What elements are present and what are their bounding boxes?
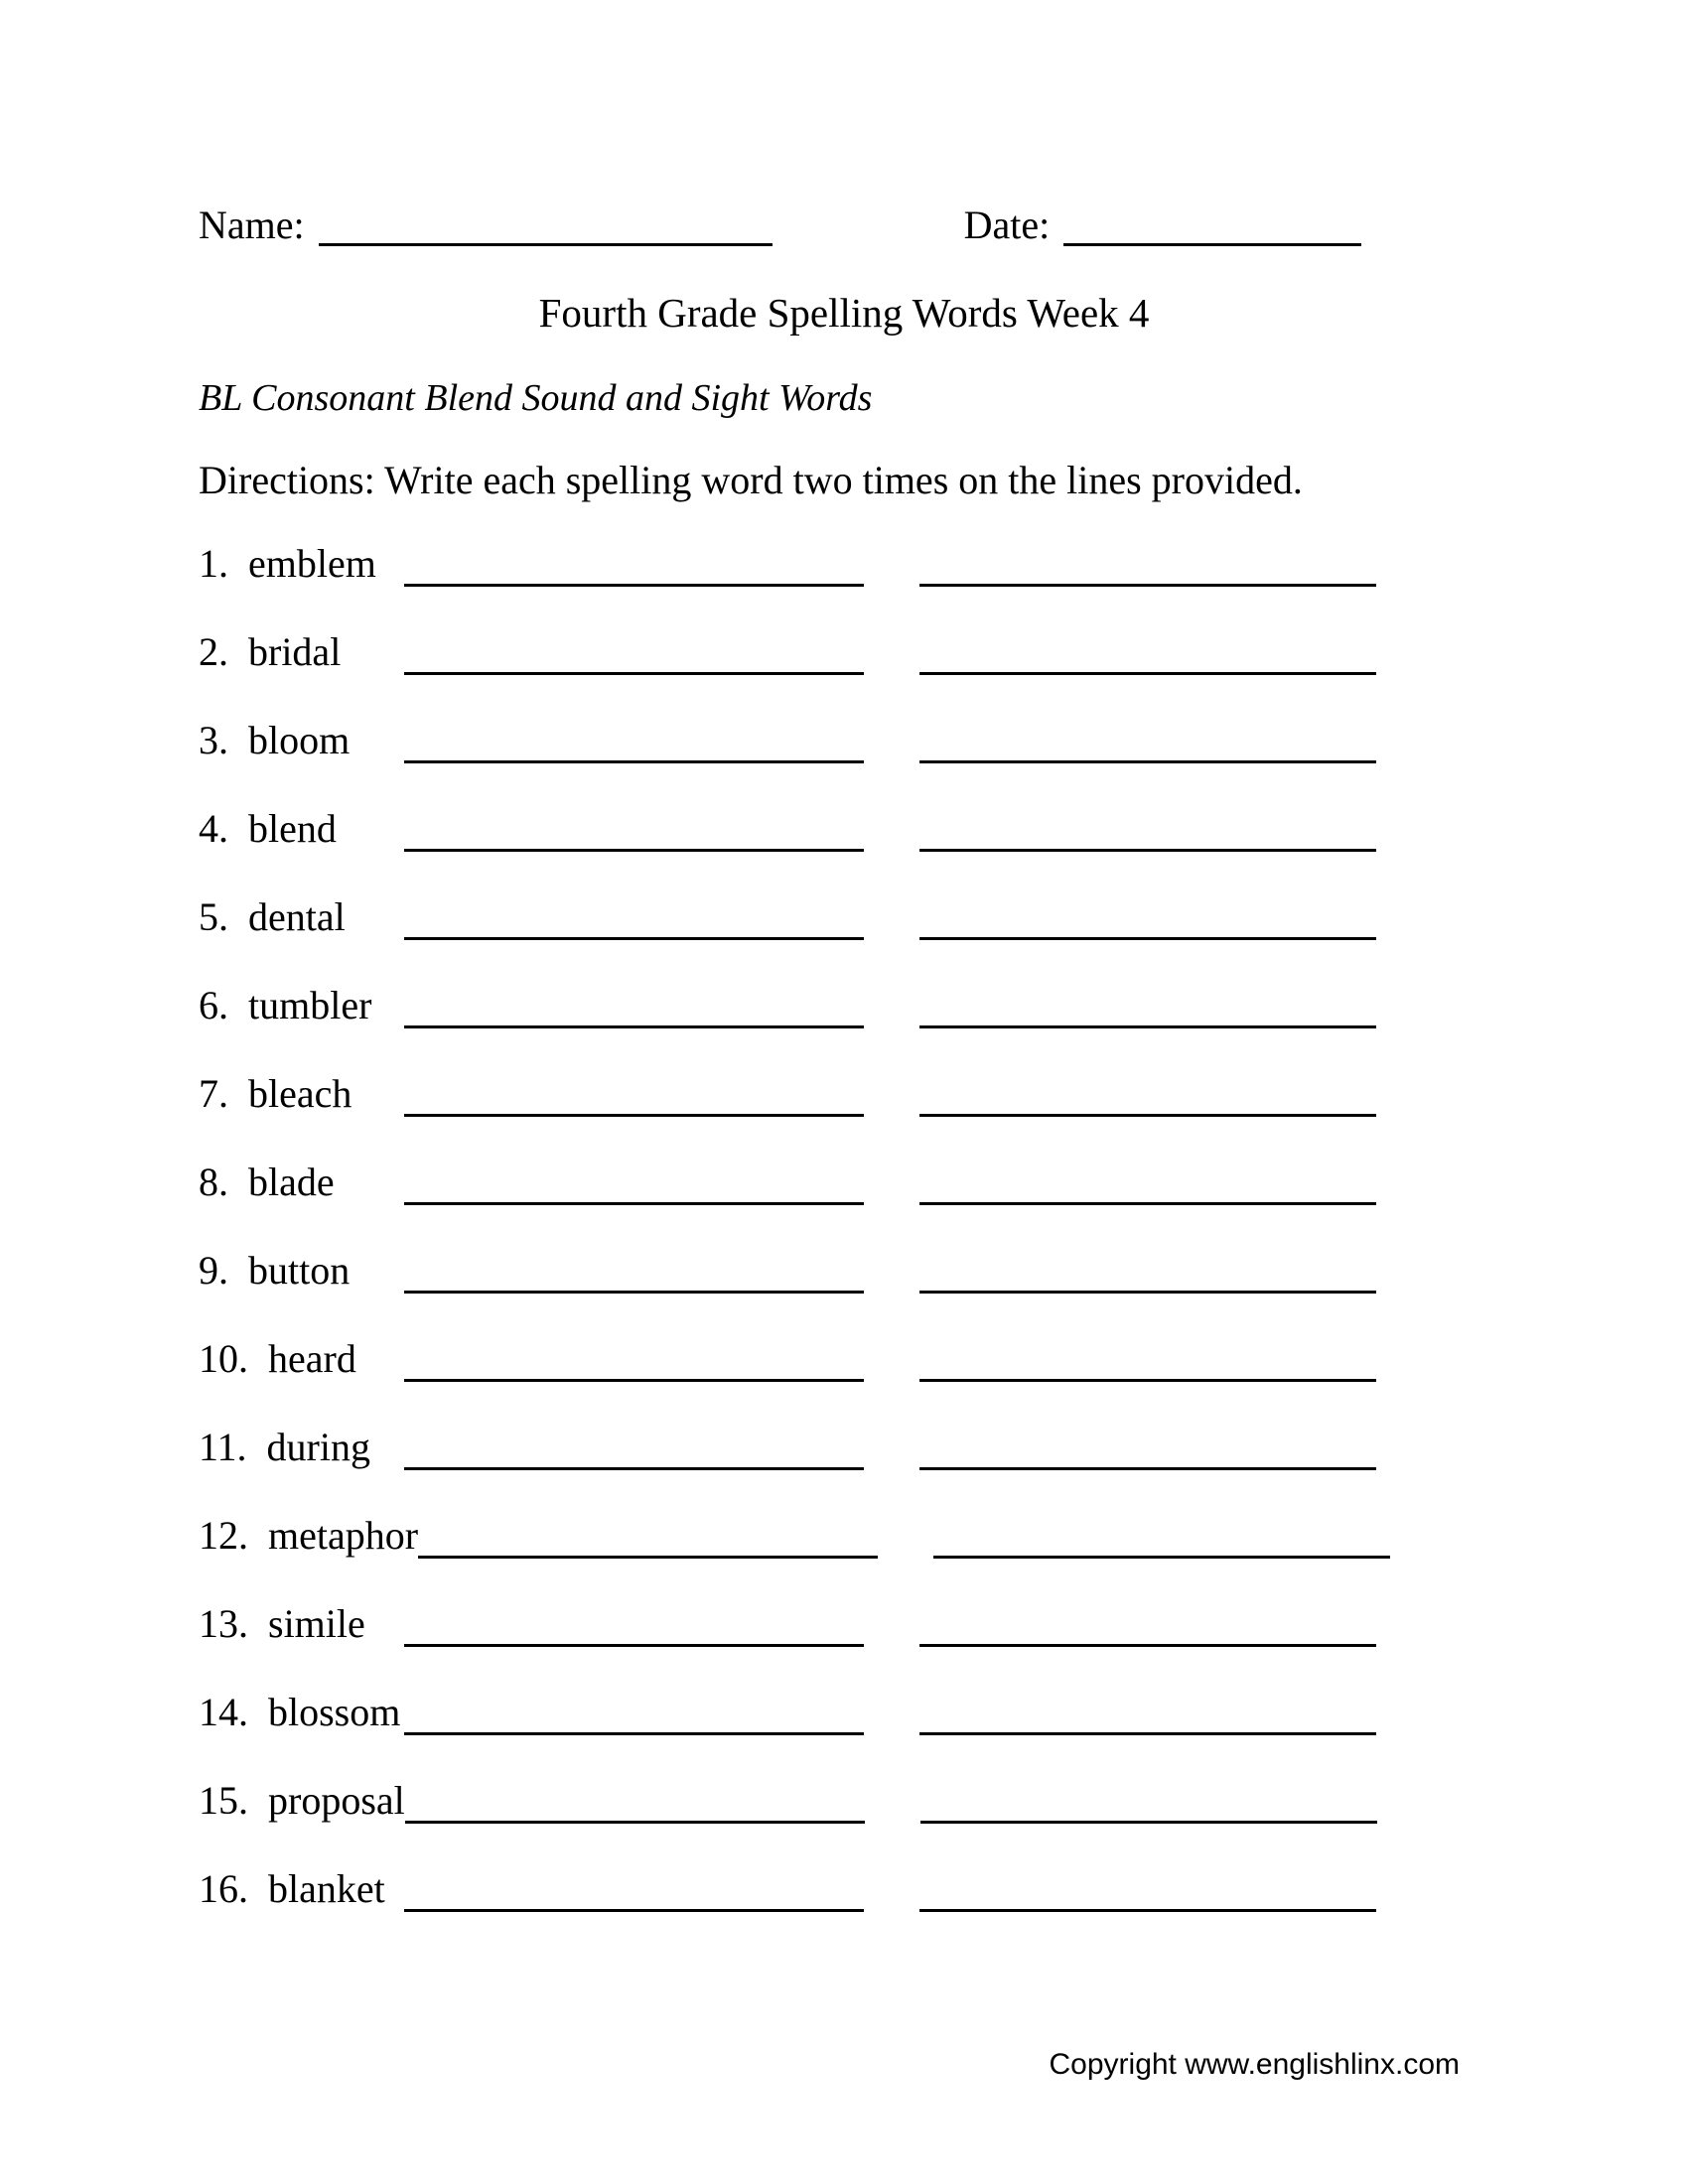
writing-line-1 — [418, 1556, 878, 1559]
writing-line-1 — [404, 1644, 864, 1647]
word-text: blossom — [268, 1690, 401, 1734]
writing-line-1 — [405, 1821, 865, 1824]
directions-text: Directions: Write each spelling word two times on the lines provided. — [199, 458, 1303, 502]
writing-line-1 — [404, 1909, 864, 1912]
writing-line-1 — [404, 584, 864, 587]
writing-line-2 — [919, 760, 1376, 763]
word-number: 16. — [199, 1866, 248, 1911]
word-text: blend — [248, 806, 337, 851]
word-label — [199, 1602, 404, 1646]
writing-line-1 — [404, 849, 864, 852]
writing-line-1 — [404, 1467, 864, 1470]
copyright-text: Copyright www.englishlinx.com — [1049, 2048, 1460, 2081]
word-label — [199, 895, 404, 939]
word-text: button — [248, 1248, 351, 1293]
word-row — [199, 542, 1489, 630]
word-number: 4. — [199, 806, 228, 851]
writing-line-2 — [933, 1556, 1390, 1559]
writing-line-1 — [404, 1732, 864, 1735]
writing-line-1 — [404, 1114, 864, 1117]
writing-line-2 — [919, 672, 1376, 675]
word-number: 10. — [199, 1336, 248, 1381]
word-label — [199, 542, 404, 586]
word-number: 11. — [199, 1425, 247, 1469]
writing-line-2 — [920, 1821, 1377, 1824]
word-label — [199, 1249, 404, 1293]
word-text: tumbler — [248, 983, 372, 1027]
writing-line-1 — [404, 1291, 864, 1294]
word-row — [199, 630, 1489, 719]
word-number: 5. — [199, 894, 228, 939]
word-list — [199, 542, 1489, 1956]
word-number: 6. — [199, 983, 228, 1027]
writing-line-1 — [404, 1202, 864, 1205]
word-label — [199, 1514, 418, 1558]
word-text: during — [266, 1425, 370, 1469]
writing-line-2 — [919, 937, 1376, 940]
word-row — [199, 807, 1489, 895]
word-number: 8. — [199, 1160, 228, 1204]
word-row — [199, 1337, 1489, 1426]
word-number: 2. — [199, 629, 228, 674]
word-text: metaphor — [268, 1513, 419, 1558]
word-label — [199, 1072, 404, 1116]
writing-line-1 — [404, 760, 864, 763]
word-label — [199, 1337, 404, 1381]
word-text: bleach — [248, 1071, 352, 1116]
word-text: dental — [248, 894, 346, 939]
word-text: heard — [268, 1336, 356, 1381]
lesson-subtitle: BL Consonant Blend Sound and Sight Words — [199, 377, 873, 419]
word-row — [199, 1602, 1489, 1691]
writing-line-2 — [919, 1732, 1376, 1735]
word-label — [199, 630, 404, 674]
page-title: Fourth Grade Spelling Words Week 4 — [538, 290, 1150, 336]
writing-line-2 — [919, 1379, 1376, 1382]
word-row — [199, 719, 1489, 807]
word-text: bloom — [248, 718, 351, 762]
word-row — [199, 895, 1489, 984]
word-number: 14. — [199, 1690, 248, 1734]
writing-line-1 — [404, 1379, 864, 1382]
word-number: 9. — [199, 1248, 228, 1293]
date-label: Date: — [963, 203, 1051, 247]
word-number: 13. — [199, 1601, 248, 1646]
word-row — [199, 1426, 1489, 1514]
word-row — [199, 984, 1489, 1072]
writing-line-1 — [404, 1025, 864, 1028]
word-row — [199, 1249, 1489, 1337]
word-label — [199, 1867, 404, 1911]
word-label — [199, 1160, 404, 1204]
word-text: proposal — [268, 1778, 405, 1823]
word-row — [199, 1867, 1489, 1956]
word-label — [199, 984, 404, 1027]
date-blank-line — [1063, 243, 1361, 246]
word-label — [199, 1426, 404, 1469]
word-row — [199, 1072, 1489, 1160]
writing-line-1 — [404, 937, 864, 940]
word-label — [199, 719, 404, 762]
word-row — [199, 1691, 1489, 1779]
word-number: 7. — [199, 1071, 228, 1116]
writing-line-2 — [919, 1202, 1376, 1205]
writing-line-2 — [919, 1025, 1376, 1028]
word-row — [199, 1160, 1489, 1249]
word-text: blanket — [268, 1866, 385, 1911]
word-text: blade — [248, 1160, 335, 1204]
writing-line-2 — [919, 849, 1376, 852]
word-number: 12. — [199, 1513, 248, 1558]
word-number: 1. — [199, 541, 228, 586]
writing-line-2 — [919, 1644, 1376, 1647]
word-text: emblem — [248, 541, 376, 586]
word-label — [199, 1691, 404, 1734]
word-label — [199, 807, 404, 851]
name-label: Name: — [199, 203, 305, 247]
word-number: 15. — [199, 1778, 248, 1823]
word-row — [199, 1514, 1489, 1602]
name-blank-line — [319, 243, 773, 246]
name-date-row — [199, 204, 1489, 247]
writing-line-2 — [919, 1114, 1376, 1117]
word-text: simile — [268, 1601, 365, 1646]
writing-line-2 — [919, 1291, 1376, 1294]
word-row — [199, 1779, 1489, 1867]
word-number: 3. — [199, 718, 228, 762]
writing-line-2 — [919, 1909, 1376, 1912]
writing-line-2 — [919, 584, 1376, 587]
word-text: bridal — [248, 629, 342, 674]
writing-line-2 — [919, 1467, 1376, 1470]
writing-line-1 — [404, 672, 864, 675]
word-label — [199, 1779, 405, 1823]
